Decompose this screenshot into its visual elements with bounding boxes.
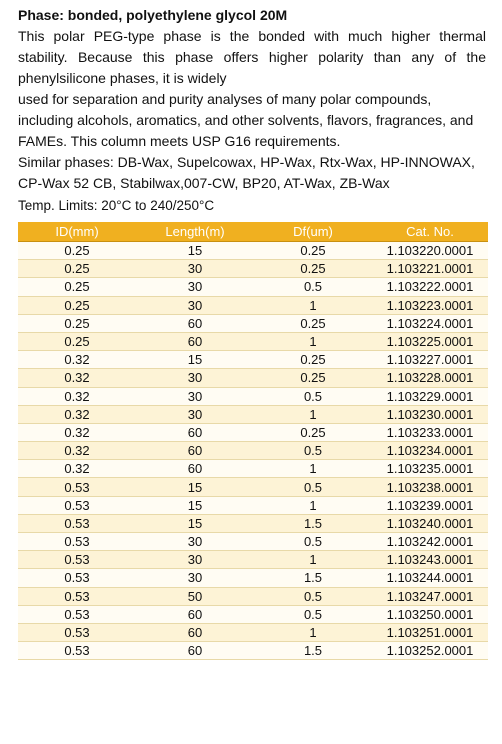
cell-df: 0.25 [254, 242, 372, 260]
cell-length: 60 [136, 442, 254, 460]
cell-id: 0.53 [18, 478, 136, 496]
table-row [18, 387, 488, 405]
cell-cat-no: 1.103234.0001 [372, 442, 488, 460]
table-row [18, 296, 488, 314]
cell-cat-no: 1.103242.0001 [372, 533, 488, 551]
cell-df: 0.5 [254, 478, 372, 496]
cell-length: 60 [136, 332, 254, 350]
cell-id: 0.32 [18, 387, 136, 405]
table-header-row [18, 222, 488, 242]
table-row [18, 405, 488, 423]
cell-cat-no: 1.103252.0001 [372, 642, 488, 660]
cell-id: 0.53 [18, 514, 136, 532]
cell-df: 1 [254, 296, 372, 314]
cell-id: 0.53 [18, 551, 136, 569]
cell-length: 15 [136, 242, 254, 260]
cell-df: 1 [254, 623, 372, 641]
cell-df: 1.5 [254, 514, 372, 532]
table-row [18, 278, 488, 296]
column-spec-table [18, 222, 488, 660]
cell-df: 0.5 [254, 387, 372, 405]
cell-length: 60 [136, 623, 254, 641]
cell-length: 30 [136, 260, 254, 278]
similar-phases-text: Similar phases: DB-Wax, Supelcowax, HP-Wax, Rtx-Wax, HP-INNOWAX, CP-Wax 52 CB, Stabilwax,007-CW, BP20, AT-Wax, ZB-Wax [18, 154, 475, 191]
description-paragraph-1: This polar PEG-type phase is the bonded with much higher thermal stability. Because this phase offers higher polarity than any of the phenylsilicone phases, it is widely [18, 28, 486, 86]
cell-id: 0.53 [18, 587, 136, 605]
cell-cat-no: 1.103220.0001 [372, 242, 488, 260]
cell-df: 1 [254, 332, 372, 350]
cell-df: 1 [254, 496, 372, 514]
cell-id: 0.53 [18, 642, 136, 660]
table-row [18, 478, 488, 496]
table-row [18, 242, 488, 260]
cell-length: 60 [136, 314, 254, 332]
cell-cat-no: 1.103251.0001 [372, 623, 488, 641]
header-cat-no: Cat. No. [372, 222, 488, 242]
cell-cat-no: 1.103235.0001 [372, 460, 488, 478]
cell-length: 30 [136, 387, 254, 405]
cell-cat-no: 1.103230.0001 [372, 405, 488, 423]
cell-id: 0.32 [18, 369, 136, 387]
cell-id: 0.53 [18, 569, 136, 587]
cell-cat-no: 1.103223.0001 [372, 296, 488, 314]
cell-id: 0.53 [18, 533, 136, 551]
cell-id: 0.32 [18, 423, 136, 441]
cell-df: 0.25 [254, 260, 372, 278]
table-row [18, 551, 488, 569]
cell-cat-no: 1.103227.0001 [372, 351, 488, 369]
cell-df: 1 [254, 551, 372, 569]
cell-length: 30 [136, 405, 254, 423]
cell-id: 0.25 [18, 332, 136, 350]
cell-cat-no: 1.103244.0001 [372, 569, 488, 587]
cell-id: 0.25 [18, 296, 136, 314]
cell-length: 30 [136, 278, 254, 296]
cell-df: 0.5 [254, 605, 372, 623]
table-row [18, 442, 488, 460]
cell-id: 0.25 [18, 278, 136, 296]
cell-cat-no: 1.103222.0001 [372, 278, 488, 296]
table-row [18, 642, 488, 660]
table-row [18, 623, 488, 641]
cell-cat-no: 1.103233.0001 [372, 423, 488, 441]
cell-cat-no: 1.103240.0001 [372, 514, 488, 532]
cell-df: 0.5 [254, 278, 372, 296]
cell-id: 0.25 [18, 260, 136, 278]
cell-cat-no: 1.103225.0001 [372, 332, 488, 350]
temp-limits-text: Temp. Limits: 20°C to 240/250°C [18, 198, 215, 213]
table-row [18, 332, 488, 350]
cell-df: 0.25 [254, 423, 372, 441]
cell-length: 60 [136, 605, 254, 623]
header-length: Length(m) [136, 222, 254, 242]
cell-df: 0.25 [254, 369, 372, 387]
table-row [18, 496, 488, 514]
table-row [18, 514, 488, 532]
table-row [18, 260, 488, 278]
table-row [18, 533, 488, 551]
cell-id: 0.32 [18, 351, 136, 369]
cell-df: 0.25 [254, 314, 372, 332]
table-row [18, 423, 488, 441]
cell-df: 0.5 [254, 587, 372, 605]
table-row [18, 460, 488, 478]
cell-df: 1.5 [254, 642, 372, 660]
cell-id: 0.53 [18, 605, 136, 623]
cell-length: 60 [136, 642, 254, 660]
cell-df: 1.5 [254, 569, 372, 587]
cell-length: 50 [136, 587, 254, 605]
table-row [18, 369, 488, 387]
cell-length: 60 [136, 423, 254, 441]
table-row [18, 605, 488, 623]
cell-id: 0.25 [18, 314, 136, 332]
table-body [18, 242, 488, 660]
cell-cat-no: 1.103243.0001 [372, 551, 488, 569]
cell-cat-no: 1.103250.0001 [372, 605, 488, 623]
cell-length: 30 [136, 533, 254, 551]
cell-id: 0.53 [18, 623, 136, 641]
cell-length: 15 [136, 496, 254, 514]
cell-df: 1 [254, 460, 372, 478]
cell-length: 15 [136, 478, 254, 496]
cell-cat-no: 1.103224.0001 [372, 314, 488, 332]
cell-df: 0.5 [254, 442, 372, 460]
cell-length: 15 [136, 514, 254, 532]
cell-length: 60 [136, 460, 254, 478]
cell-length: 30 [136, 551, 254, 569]
table-row [18, 314, 488, 332]
cell-length: 15 [136, 351, 254, 369]
cell-cat-no: 1.103238.0001 [372, 478, 488, 496]
cell-cat-no: 1.103239.0001 [372, 496, 488, 514]
cell-df: 0.5 [254, 533, 372, 551]
cell-cat-no: 1.103247.0001 [372, 587, 488, 605]
cell-length: 30 [136, 369, 254, 387]
cell-cat-no: 1.103228.0001 [372, 369, 488, 387]
header-id: ID(mm) [18, 222, 136, 242]
table-row [18, 569, 488, 587]
cell-id: 0.53 [18, 496, 136, 514]
page-title: Phase: bonded, polyethylene glycol 20M [18, 7, 288, 23]
cell-df: 0.25 [254, 351, 372, 369]
cell-df: 1 [254, 405, 372, 423]
table-row [18, 587, 488, 605]
cell-cat-no: 1.103229.0001 [372, 387, 488, 405]
cell-length: 30 [136, 569, 254, 587]
cell-id: 0.25 [18, 242, 136, 260]
cell-id: 0.32 [18, 460, 136, 478]
cell-id: 0.32 [18, 442, 136, 460]
cell-id: 0.32 [18, 405, 136, 423]
header-df: Df(um) [254, 222, 372, 242]
table-row [18, 351, 488, 369]
cell-length: 30 [136, 296, 254, 314]
cell-cat-no: 1.103221.0001 [372, 260, 488, 278]
description-paragraph-2: used for separation and purity analyses of many polar compounds, including alcohols, aromatics, and other solvents, flavors, fragrances, and FAMEs. This column meets USP G16 requirements. [18, 91, 474, 149]
